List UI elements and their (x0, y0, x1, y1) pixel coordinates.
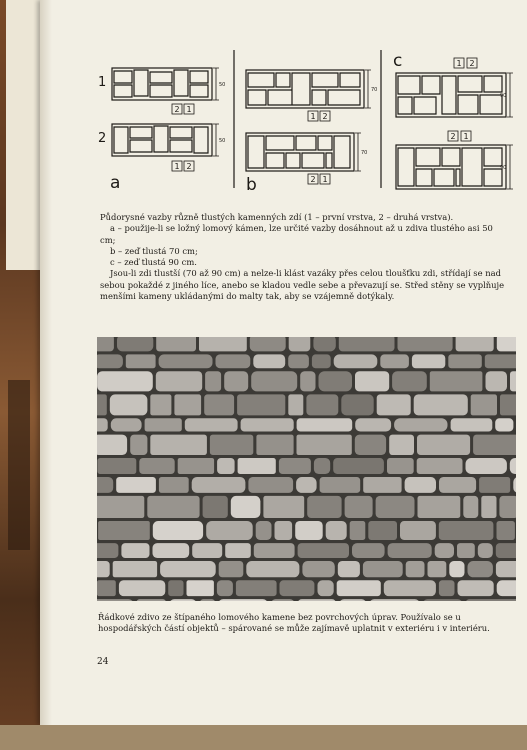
box-label: 2 (310, 175, 316, 184)
stone (314, 458, 330, 474)
stone (205, 371, 221, 391)
stone (275, 521, 293, 540)
stone (241, 418, 294, 431)
stone (236, 580, 277, 596)
stone (97, 458, 136, 474)
stone (225, 543, 251, 558)
stone (510, 458, 516, 474)
stone (210, 435, 253, 455)
wall-a1 (112, 68, 212, 100)
variant-label-a: a (110, 173, 121, 193)
stone (137, 599, 166, 601)
stone (159, 354, 213, 368)
caption-title: Půdorysné vazby různě tlustých kamenných zdí (1 – první vrstva, 2 – druhá vrstva). (100, 212, 454, 222)
wall-c2 (396, 145, 506, 189)
stone (388, 543, 432, 558)
stone-wall-image (97, 337, 516, 601)
stone (156, 337, 196, 351)
stone (334, 354, 378, 368)
box-label: 2 (174, 105, 180, 114)
stone (341, 394, 373, 415)
stone (497, 521, 515, 540)
stone (224, 371, 248, 391)
stone (219, 561, 244, 577)
stone (338, 561, 360, 577)
stone (350, 521, 366, 540)
stone (168, 580, 183, 596)
box-label: 1 (174, 162, 180, 171)
stone (238, 458, 276, 474)
stone (368, 521, 397, 540)
stone (288, 354, 309, 368)
wall-b1 (246, 70, 364, 108)
stone (150, 394, 171, 415)
course-label-2: 2 (98, 131, 107, 146)
stone (320, 477, 361, 493)
stone (479, 477, 510, 493)
stone (345, 496, 373, 518)
stone (300, 371, 315, 391)
stone (153, 521, 203, 540)
stone (200, 599, 215, 601)
stone (97, 580, 116, 596)
stone (271, 599, 295, 601)
stone (218, 599, 268, 601)
page-number: 24 (97, 657, 109, 667)
stone (312, 354, 331, 368)
stone (468, 561, 493, 577)
box-label: 1 (322, 175, 328, 184)
stone (339, 599, 366, 601)
stone (352, 543, 385, 558)
stone (499, 496, 516, 518)
stone (363, 477, 401, 493)
stone (510, 371, 516, 391)
stone (216, 354, 251, 368)
stone (256, 521, 272, 540)
course-label-1: 1 (98, 75, 107, 90)
variant-label-c: c (393, 51, 403, 71)
stone (97, 496, 144, 518)
stone (486, 371, 508, 391)
stone (392, 371, 427, 391)
stone (495, 418, 513, 431)
stone (439, 521, 494, 540)
box-label: 2 (322, 112, 328, 121)
stone (406, 561, 425, 577)
stone (412, 354, 445, 368)
stone (355, 418, 391, 431)
stone (471, 394, 497, 415)
box-label: 1 (463, 132, 469, 141)
stone (153, 543, 190, 558)
stone (246, 561, 299, 577)
stone (473, 435, 516, 455)
stone (110, 394, 148, 415)
stone (185, 418, 238, 431)
stone (248, 477, 293, 493)
stone (513, 477, 516, 493)
stone (139, 458, 174, 474)
stone (297, 435, 352, 455)
stone (174, 394, 201, 415)
stone (387, 458, 414, 474)
stone (280, 580, 315, 596)
stone (250, 337, 286, 351)
stone (121, 543, 149, 558)
stone (204, 394, 234, 415)
stone (318, 580, 334, 596)
stone (302, 561, 334, 577)
stone (496, 561, 516, 577)
stone (423, 599, 463, 601)
stone (466, 458, 507, 474)
stone (203, 496, 228, 518)
stone (337, 580, 381, 596)
stone (456, 337, 494, 351)
stone (117, 337, 153, 351)
box-label: 2 (186, 162, 192, 171)
stone (333, 458, 384, 474)
stone (295, 521, 323, 540)
stone (485, 354, 516, 368)
stone (439, 477, 476, 493)
stone (97, 371, 153, 391)
stone (97, 543, 118, 558)
stone (237, 394, 285, 415)
stone (384, 580, 436, 596)
stone (435, 543, 454, 558)
page-gutter (40, 0, 52, 725)
stone (160, 561, 216, 577)
stone (199, 337, 247, 351)
wall-c1 (396, 73, 506, 117)
stone (376, 496, 415, 518)
stone (418, 496, 461, 518)
stone (126, 354, 156, 368)
stone (457, 543, 475, 558)
background-shadow (8, 380, 30, 550)
stone (288, 394, 303, 415)
stone (496, 543, 516, 558)
dimension-label: 90 (500, 93, 507, 99)
stone (466, 599, 516, 601)
stone (116, 477, 156, 493)
stone (192, 477, 246, 493)
stone (169, 599, 197, 601)
stone (497, 337, 516, 351)
stone-wall-photo (97, 337, 516, 601)
stone (279, 458, 311, 474)
stone (339, 337, 395, 351)
stone (313, 337, 335, 351)
dimension-label: 90 (500, 165, 507, 171)
stone (253, 354, 285, 368)
caption-item-a: a – použije-li se ložný lomový kámen, lze určité vazby dosáhnout až u zdiva tlustého asi 50 cm; (100, 223, 493, 245)
stone (389, 435, 414, 455)
stone (97, 394, 107, 415)
stone (449, 561, 464, 577)
stone (113, 561, 157, 577)
stone (192, 543, 222, 558)
variant-label-b: b (246, 175, 257, 195)
stone (319, 371, 353, 391)
caption-item-c: c – zeď tlustá 90 cm. (110, 257, 197, 268)
stone (306, 394, 338, 415)
stone (97, 418, 108, 431)
stone (414, 394, 468, 415)
dimension-label: 50 (219, 82, 226, 88)
caption-body: Jsou-li zdi tlustší (70 až 90 cm) a nelze-li klást vazáky přes celou tloušťku zdi, střídají se nad sebou pokaždé z jiného líce, anebo se kladou vedle sebe a převazují se. Střed stěny se vyplňuje menšími kameny ukládanými do malty tak, aby se vzájemně dotýkaly. (100, 268, 505, 302)
stone (355, 371, 389, 391)
stone (430, 371, 483, 391)
stone (400, 521, 436, 540)
stone (97, 477, 113, 493)
stone (145, 418, 182, 431)
stone (307, 496, 341, 518)
stone (297, 418, 353, 431)
stone (298, 599, 337, 601)
stone (187, 580, 214, 596)
dimension-label: 50 (219, 138, 226, 144)
masonry-bond-diagram (96, 48, 516, 198)
stone (156, 371, 202, 391)
stone (463, 496, 478, 518)
stone (97, 354, 123, 368)
box-label: 1 (186, 105, 192, 114)
box-label: 1 (310, 112, 316, 121)
stone (370, 599, 420, 601)
box-label: 2 (469, 59, 475, 68)
stone (439, 580, 455, 596)
stone (417, 458, 463, 474)
stone (428, 561, 447, 577)
stone (405, 477, 436, 493)
wall-b2 (246, 133, 354, 171)
stone (119, 580, 165, 596)
box-label: 2 (450, 132, 456, 141)
stone (326, 521, 347, 540)
stone (458, 580, 494, 596)
stone (130, 435, 147, 455)
stone (256, 435, 293, 455)
stone (394, 418, 447, 431)
stone (296, 477, 317, 493)
stone (448, 354, 482, 368)
stone (398, 337, 453, 351)
stone (147, 496, 199, 518)
stone (97, 561, 110, 577)
stone (497, 580, 516, 596)
diagram-caption (100, 212, 510, 302)
stone (417, 435, 470, 455)
stone (451, 418, 493, 431)
stone (97, 435, 127, 455)
stone (206, 521, 253, 540)
stone (217, 458, 235, 474)
stone (98, 521, 150, 540)
stone (97, 599, 134, 601)
caption-item-b: b – zeď tlustá 70 cm; (110, 245, 198, 256)
stone (217, 580, 233, 596)
stone (178, 458, 214, 474)
stone (231, 496, 261, 518)
stone (97, 337, 114, 351)
stone (298, 543, 349, 558)
dimension-label: 70 (361, 150, 368, 156)
table-surface (0, 725, 527, 750)
stone (377, 394, 411, 415)
stone (111, 418, 142, 431)
box-label: 1 (456, 59, 462, 68)
stone (481, 496, 496, 518)
stone (251, 371, 297, 391)
stone (380, 354, 409, 368)
dimension-label: 70 (371, 87, 378, 93)
stone (478, 543, 493, 558)
stone (500, 394, 516, 415)
stone (289, 337, 311, 351)
stone (150, 435, 207, 455)
stone (355, 435, 386, 455)
stone (159, 477, 189, 493)
wall-a2 (112, 124, 212, 156)
photo-caption: Řádkové zdivo ze štípaného lomového kamene bez povrchových úprav. Používalo se u hospodářských částí objektů – spárované se může zajímavě uplatnit v exteriéru i v interiéru. (98, 612, 490, 634)
stone (363, 561, 403, 577)
stone (254, 543, 295, 558)
stone (263, 496, 304, 518)
